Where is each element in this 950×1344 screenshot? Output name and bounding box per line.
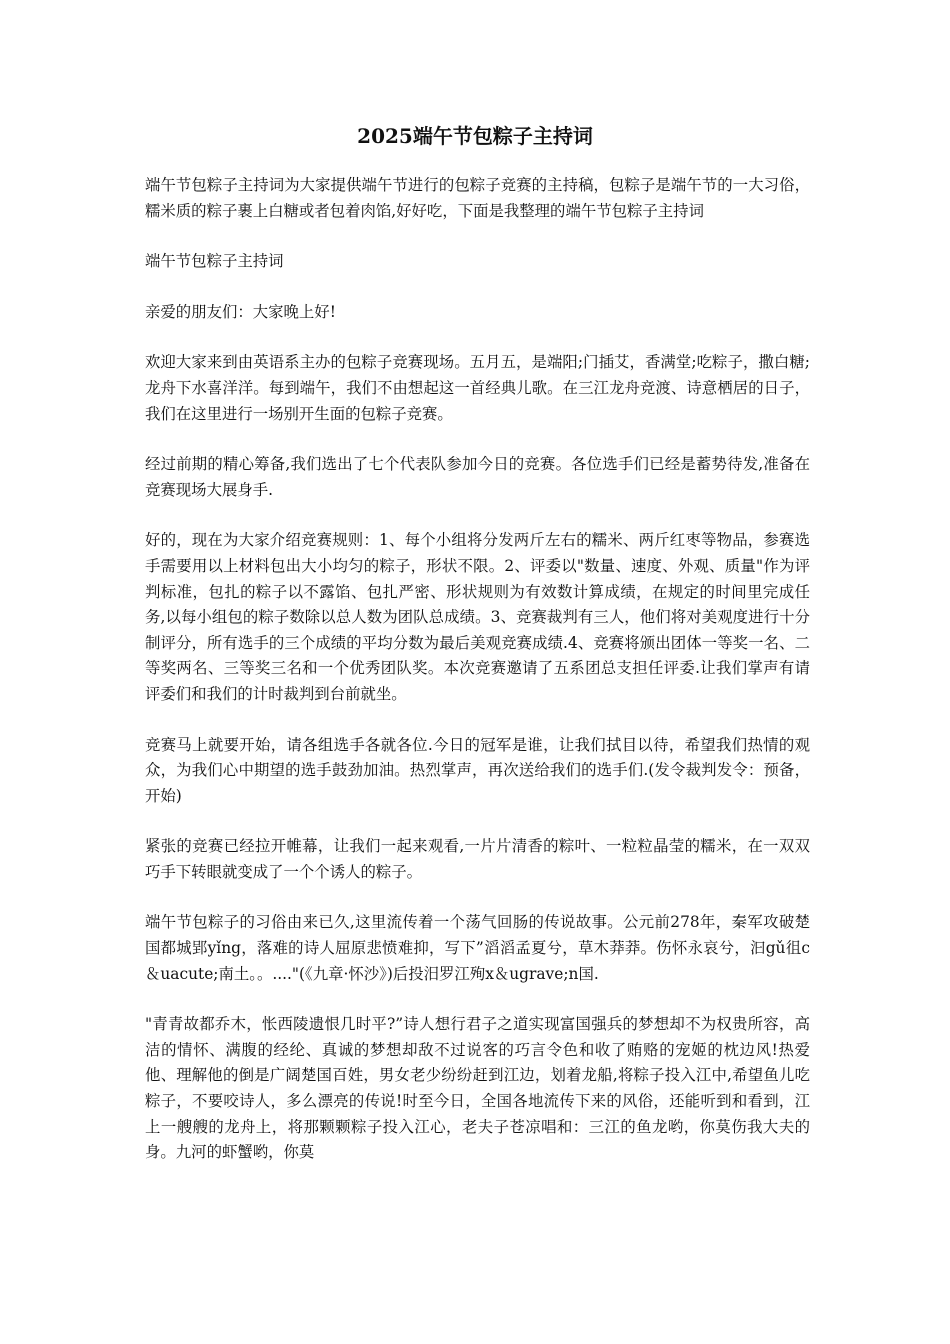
paragraph-competition: 紧张的竞赛已经拉开帷幕，让我们一起来观看,一片片清香的粽叶、一粒粒晶莹的糯米，在一双双巧手下转眼就变成了一个个诱人的粽子。 [145,837,810,881]
paragraph-subtitle: 端午节包粽子主持词 [145,252,284,271]
paragraph-intro: 端午节包粽子主持词为大家提供端午节进行的包粽子竞赛的主持稿，包粽子是端午节的一大习俗，糯米质的粽子裹上白糖或者包着肉馅,好好吃，下面是我整理的端午节包粽子主持词 [145,176,810,220]
paragraph-qu-yuan: "青青故都乔木，怅西陵遗恨几时平?”诗人想行君子之道实现富国强兵的梦想却不为权贵所容，高洁的情怀、满腹的经纶、真诚的梦想却敌不过说客的巧言令色和收了贿赂的宠姬的枕边风!热爱他、理解他的倒是广阔楚国百姓，男女老少纷纷赶到江边，划着龙船,将粽子投入江中,希望鱼儿吃粽子，不要咬诗人，多么漂亮的传说!时至今日，全国各地流传下来的风俗，还能听到和看到，江上一艘艘的龙舟上，将那颗颗粽子投入江心，老夫子苍凉唱和：三江的鱼龙哟，你莫伤我大夫的身。九河的虾蟹哟，你莫 [145,1015,810,1162]
document-body [145,173,810,1191]
paragraph-legend: 端午节包粽子的习俗由来已久,这里流传着一个荡气回肠的传说故事。公元前278年，秦军攻破楚国都城郢yǐng，落难的诗人屈原悲愤难抑，写下”滔滔孟夏兮，草木莽莽。伤怀永哀兮，汩gǔ徂c＆uacute;南土。。...."(《九章·怀沙》)后投汨罗江殉x＆ugrave;n国. [145,913,810,983]
paragraph-teams: 经过前期的精心筹备,我们选出了七个代表队参加今日的竞赛。各位选手们已经是蓄势待发,准备在竞赛现场大展身手. [145,455,810,499]
paragraph-greeting: 亲爱的朋友们：大家晚上好! [145,302,336,321]
paragraph-start: 竞赛马上就要开始，请各组选手各就各位.今日的冠军是谁，让我们拭目以待，希望我们热情的观众，为我们心中期望的选手鼓劲加油。热烈掌声，再次送给我们的选手们.(发令裁判发令：预备，开始) [145,735,810,805]
paragraph-rules: 好的，现在为大家介绍竞赛规则：1、每个小组将分发两斤左右的糯米、两斤红枣等物品，参赛选手需要用以上材料包出大小均匀的粽子，形状不限。2、评委以"数量、速度、外观、质量"作为评判标准，包扎的粽子以不露馅、包扎严密、形状规则为有效数计算成绩，在规定的时间里完成任务,以每小组包的粽子数除以总人数为团队总成绩。3、竞赛裁判有三人，他们将对美观度进行十分制评分，所有选手的三个成绩的平均分数为最后美观竞赛成绩.4、竞赛将颁出团体一等奖一名、二等奖两名、三等奖三名和一个优秀团队奖。本次竞赛邀请了五系团总支担任评委.让我们掌声有请评委们和我们的计时裁判到台前就坐。 [145,531,810,703]
page-title: 2025端午节包粽子主持词 [357,124,593,148]
paragraph-welcome: 欢迎大家来到由英语系主办的包粽子竞赛现场。五月五，是端阳;门插艾，香满堂;吃粽子，撒白糖;龙舟下水喜洋洋。每到端午，我们不由想起这一首经典儿歌。在三江龙舟竞渡、诗意栖居的日子，我们在这里进行一场别开生面的包粽子竞赛。 [145,353,810,423]
